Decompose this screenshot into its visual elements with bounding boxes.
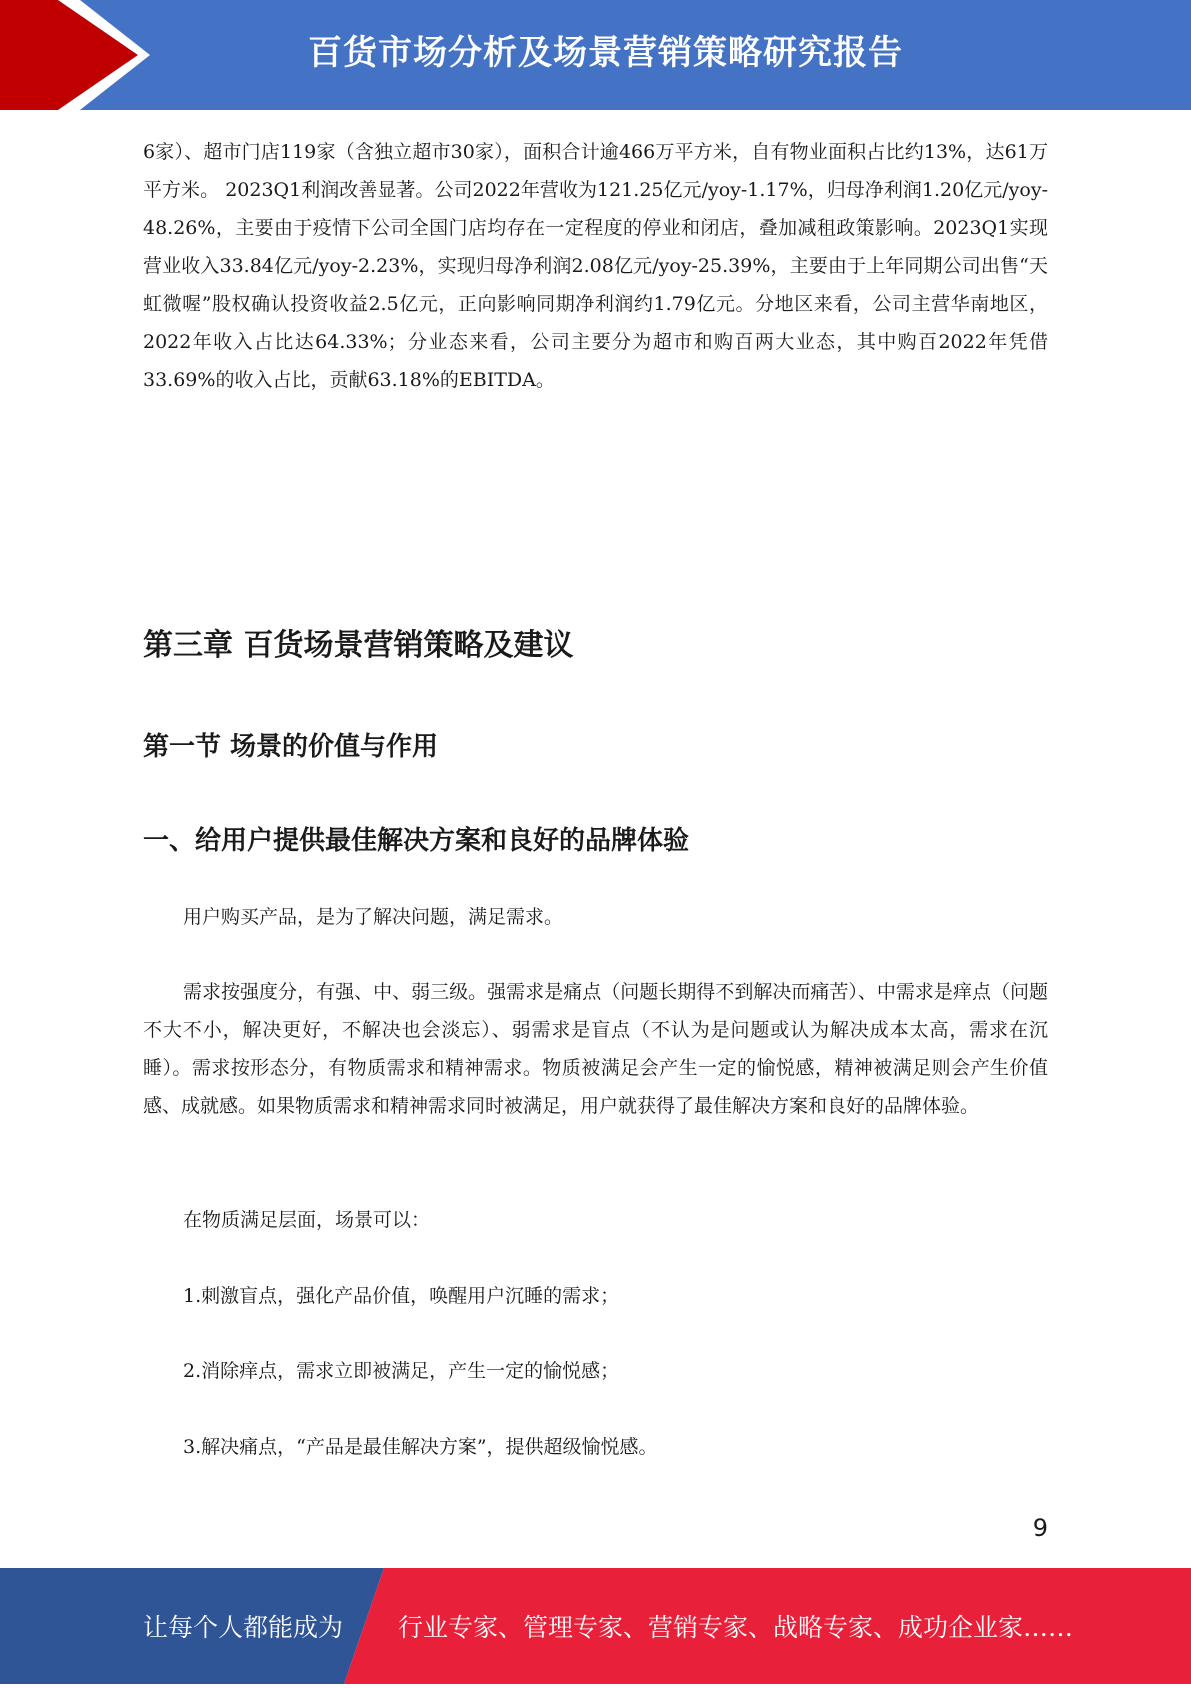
- report-title: 百货市场分析及场景营销策略研究报告: [308, 33, 903, 73]
- subsection-title: 一、给用户提供最佳解决方案和良好的品牌体验: [143, 826, 690, 856]
- body-paragraph: 用户购买产品，是为了解决问题，满足需求。: [183, 906, 564, 928]
- page-header: [0, 0, 1191, 110]
- chapter-title: 第三章 百货场景营销策略及建议: [143, 628, 574, 663]
- section-title: 第一节 场景的价值与作用: [143, 732, 439, 762]
- body-paragraph: 在物质满足层面，场景可以：: [183, 1209, 431, 1231]
- footer-slogan-left: 让每个人都能成为: [143, 1613, 344, 1642]
- body-paragraph: 需求按强度分，有强、中、弱三级。强需求是痛点（问题长期得不到解决而痛苦）、中需求是痒点（问题不大不小，解决更好，不解决也会淡忘）、弱需求是盲点（不认为是问题或认为解决成本太高，需求在沉睡）。需求按形态分，有物质需求和精神需求。物质被满足会产生一定的愉悦感，精神被满足则会产生价值感、成就感。如果物质需求和精神需求同时被满足，用户就获得了最佳解决方案和良好的品牌体验。: [143, 981, 1048, 1117]
- intro-paragraph: 6家）、超市门店119家（含独立超市30家），面积合计逾466万平方米，自有物业面积占比约13%，达61万平方米。 2023Q1利润改善显著。公司2022年营收为121.25亿元/yoy-1.17%，归母净利润1.20亿元/yoy-48.26%，主要由于疫情下公司全国门店均存在一定程度的停业和闭店，叠加减租政策影响。2023Q1实现营业收入33.84亿元/yoy-2.23%，实现归母净利润2.08亿元/yoy-25.39%，主要由于上年同期公司出售“天虹微喔”股权确认投资收益2.5亿元，正向影响同期净利润约1.79亿元。分地区来看，公司主营华南地区，2022年收入占比达64.33%；分业态来看，公司主要分为超市和购百两大业态，其中购百2022年凭借33.69%的收入占比，贡献63.18%的EBITDA。: [143, 141, 1048, 391]
- list-item: 1.刺激盲点，强化产品价值，唤醒用户沉睡的需求；: [183, 1285, 620, 1307]
- footer-slogan-right: 行业专家、管理专家、营销专家、战略专家、成功企业家……: [398, 1613, 1074, 1642]
- list-item: 2.消除痒点，需求立即被满足，产生一定的愉悦感；: [183, 1360, 620, 1382]
- list-item: 3.解决痛点，“产品是最佳解决方案”，提供超级愉悦感。: [183, 1436, 658, 1458]
- page-footer: [0, 1568, 1191, 1684]
- page-number: 9: [1032, 1514, 1048, 1542]
